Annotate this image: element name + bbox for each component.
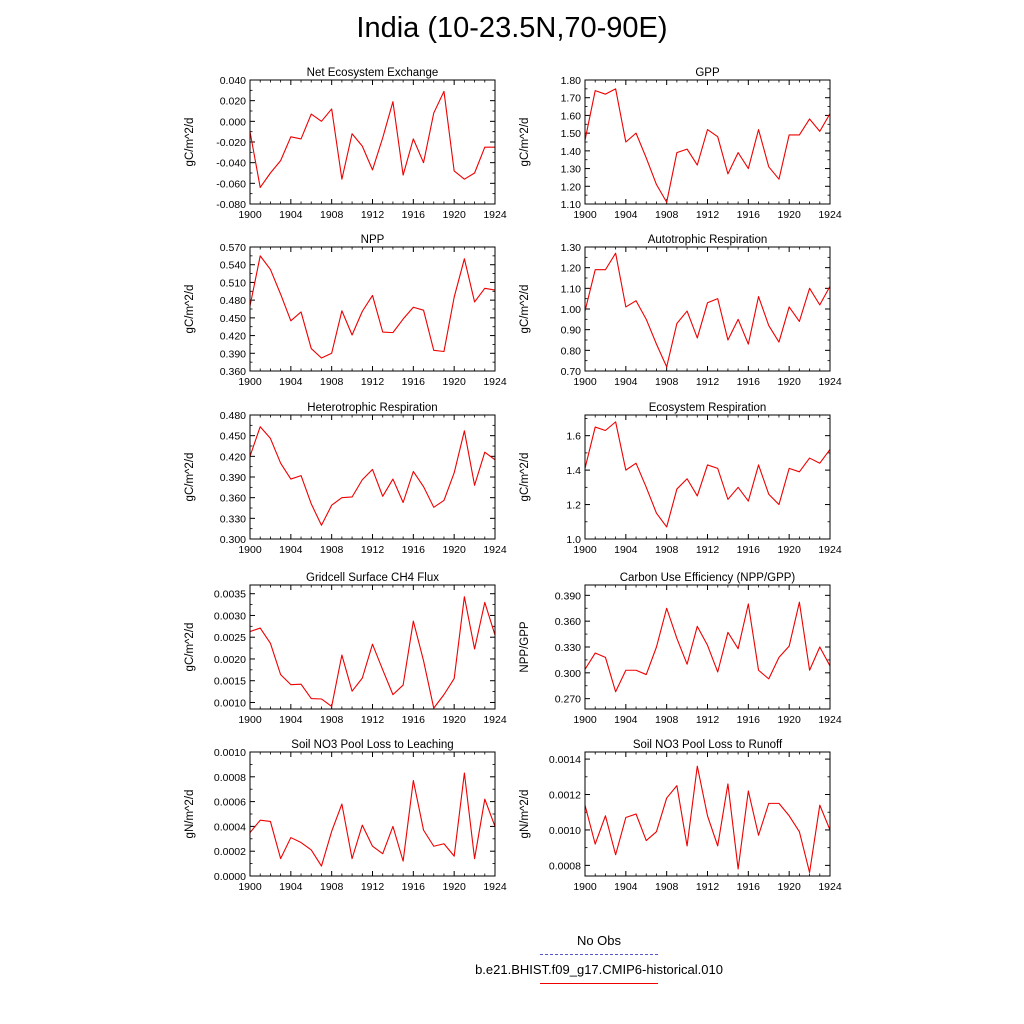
chart-4-ytick-label: 1.30 (560, 242, 581, 254)
chart-10-ylabel: gN/m^2/d (519, 789, 531, 839)
chart-2-ytick-label: 1.60 (560, 110, 581, 123)
chart-3-xtick-label: 1916 (401, 376, 426, 388)
chart-2-xtick-label: 1900 (573, 209, 597, 221)
chart-4-title: Autotrophic Respiration (647, 234, 768, 246)
chart-2-ytick-label: 1.20 (560, 181, 581, 194)
chart-8-xtick-label: 1900 (573, 714, 597, 726)
chart-1-xtick-label: 1912 (360, 209, 385, 221)
chart-10-xtick-label: 1904 (614, 881, 638, 893)
chart-4-autotrophic-respiration (519, 234, 842, 388)
chart-10-ytick-label: 0.0012 (548, 789, 581, 802)
chart-3-xtick-label: 1912 (360, 376, 385, 388)
chart-4-xtick-label: 1908 (654, 376, 679, 388)
chart-4-ytick-label: 0.70 (560, 366, 581, 378)
chart-5-ytick-label: 0.330 (219, 513, 246, 526)
chart-2-title: GPP (695, 67, 720, 79)
chart-5-ytick-label: 0.390 (219, 472, 246, 484)
chart-1-xtick-label: 1904 (279, 209, 303, 221)
chart-1-xtick-label: 1900 (238, 209, 262, 221)
chart-1-title: Net Ecosystem Exchange (306, 67, 439, 79)
chart-7-xtick-label: 1920 (442, 714, 466, 726)
chart-7-xtick-label: 1904 (279, 714, 303, 726)
chart-10-xtick-label: 1924 (818, 881, 842, 893)
chart-3-xtick-label: 1920 (442, 376, 466, 388)
chart-4-xtick-label: 1904 (614, 376, 638, 388)
chart-8-title: Carbon Use Efficiency (NPP/GPP) (619, 572, 796, 584)
legend-label-no-obs: No Obs (576, 933, 622, 948)
chart-4-series-line (585, 253, 830, 367)
chart-9-ylabel: gN/m^2/d (184, 789, 196, 839)
chart-6-xtick-label: 1916 (736, 544, 761, 556)
chart-3-xtick-label: 1908 (319, 376, 344, 388)
chart-4-ytick-label: 0.80 (560, 345, 581, 358)
chart-1-series-line (250, 91, 495, 187)
chart-7-xtick-label: 1924 (483, 714, 507, 726)
chart-6-ytick-label: 1.4 (566, 465, 581, 478)
chart-5-ytick-label: 0.300 (219, 534, 246, 546)
chart-5-ytick-label: 0.420 (219, 451, 246, 464)
chart-9-xtick-label: 1916 (401, 881, 426, 893)
chart-1-net-ecosystem-exchange (184, 67, 507, 221)
chart-5-xtick-label: 1904 (279, 544, 303, 556)
chart-3-ytick-label: 0.570 (219, 242, 246, 254)
chart-2-xtick-label: 1912 (695, 209, 720, 221)
chart-8-ytick-label: 0.330 (554, 642, 581, 654)
chart-7-title: Gridcell Surface CH4 Flux (306, 572, 439, 584)
chart-1-frame (250, 80, 495, 204)
chart-9-series-line (250, 773, 495, 866)
chart-9-xtick-label: 1904 (279, 881, 303, 893)
chart-1-ytick-label: -0.040 (216, 157, 246, 170)
chart-2-ytick-label: 1.70 (560, 92, 581, 105)
chart-10-xtick-label: 1908 (654, 881, 679, 893)
chart-6-xtick-label: 1924 (818, 544, 842, 556)
chart-2-xtick-label: 1920 (777, 209, 801, 221)
chart-10-soil-no3-pool-loss-to-runoff (519, 739, 842, 893)
chart-5-ytick-label: 0.360 (219, 492, 246, 505)
chart-5-xtick-label: 1912 (360, 544, 385, 556)
chart-1-ytick-label: 0.000 (219, 116, 246, 129)
chart-5-frame (250, 415, 495, 539)
chart-6-ylabel: gC/m^2/d (519, 452, 531, 502)
chart-10-series-line (585, 766, 830, 872)
chart-8-ytick-label: 0.300 (554, 667, 581, 680)
chart-6-frame (585, 415, 830, 539)
chart-8-carbon-use-efficiency-npp-gpp (519, 572, 842, 726)
chart-7-ytick-label: 0.0020 (213, 653, 246, 666)
chart-8-xtick-label: 1916 (736, 714, 761, 726)
chart-7-ytick-label: 0.0015 (213, 675, 246, 688)
chart-5-xtick-label: 1924 (483, 544, 507, 556)
chart-1-xtick-label: 1916 (401, 209, 426, 221)
chart-7-series-line (250, 597, 495, 708)
chart-2-frame (585, 80, 830, 204)
chart-6-xtick-label: 1920 (777, 544, 801, 556)
chart-1-ytick-label: -0.020 (216, 137, 246, 149)
chart-7-ytick-label: 0.0030 (213, 610, 246, 623)
chart-10-ytick-label: 0.0010 (548, 824, 581, 837)
chart-4-ytick-label: 1.10 (560, 283, 581, 296)
chart-6-ecosystem-respiration (519, 402, 842, 556)
chart-4-xtick-label: 1900 (573, 376, 597, 388)
chart-8-ytick-label: 0.270 (554, 693, 581, 706)
chart-5-series-line (250, 427, 495, 526)
chart-1-xtick-label: 1908 (319, 209, 344, 221)
chart-4-ytick-label: 1.00 (560, 304, 581, 316)
chart-8-xtick-label: 1904 (614, 714, 638, 726)
page-title: India (10-23.5N,70-90E) (356, 12, 668, 44)
chart-4-xtick-label: 1924 (818, 376, 842, 388)
chart-8-frame (585, 585, 830, 709)
chart-10-xtick-label: 1900 (573, 881, 597, 893)
chart-2-ytick-label: 1.50 (560, 128, 581, 141)
chart-5-xtick-label: 1920 (442, 544, 466, 556)
chart-9-title: Soil NO3 Pool Loss to Leaching (291, 739, 454, 751)
legend-label-model-run: b.e21.BHIST.f09_g17.CMIP6-historical.010 (475, 962, 723, 977)
chart-6-ytick-label: 1.0 (566, 534, 581, 546)
chart-9-xtick-label: 1920 (442, 881, 466, 893)
chart-1-xtick-label: 1924 (483, 209, 507, 221)
chart-6-title: Ecosystem Respiration (648, 402, 767, 414)
chart-3-xtick-label: 1924 (483, 376, 507, 388)
chart-10-ytick-label: 0.0014 (548, 754, 581, 767)
chart-7-gridcell-surface-ch4-flux (184, 572, 507, 726)
chart-3-xtick-label: 1900 (238, 376, 262, 388)
chart-5-xtick-label: 1900 (238, 544, 262, 556)
chart-9-xtick-label: 1912 (360, 881, 385, 893)
chart-7-xtick-label: 1908 (319, 714, 344, 726)
chart-6-xtick-label: 1908 (654, 544, 679, 556)
chart-4-ytick-label: 1.20 (560, 262, 581, 275)
chart-3-series-line (250, 256, 495, 358)
chart-5-xtick-label: 1916 (401, 544, 426, 556)
chart-2-ytick-label: 1.30 (560, 163, 581, 176)
chart-2-ylabel: gC/m^2/d (519, 117, 531, 167)
chart-7-ytick-label: 0.0010 (213, 697, 246, 710)
chart-7-xtick-label: 1916 (401, 714, 426, 726)
chart-10-ytick-label: 0.0008 (548, 860, 581, 873)
chart-8-ytick-label: 0.390 (554, 590, 581, 603)
chart-2-ytick-label: 1.80 (560, 75, 581, 87)
chart-2-xtick-label: 1908 (654, 209, 679, 221)
chart-4-xtick-label: 1912 (695, 376, 720, 388)
chart-9-ytick-label: 0.0010 (213, 747, 246, 759)
chart-9-soil-no3-pool-loss-to-leaching (184, 739, 507, 893)
chart-5-title: Heterotrophic Respiration (307, 402, 438, 414)
chart-7-ytick-label: 0.0025 (213, 632, 246, 645)
chart-2-xtick-label: 1916 (736, 209, 761, 221)
chart-6-series-line (585, 422, 830, 527)
chart-9-frame (250, 752, 495, 876)
chart-9-ytick-label: 0.0004 (213, 821, 246, 834)
chart-4-ylabel: gC/m^2/d (519, 284, 531, 334)
chart-7-ytick-label: 0.0035 (213, 588, 246, 601)
chart-5-ylabel: gC/m^2/d (184, 452, 196, 502)
chart-7-xtick-label: 1912 (360, 714, 385, 726)
chart-6-ytick-label: 1.6 (566, 430, 581, 443)
chart-9-xtick-label: 1908 (319, 881, 344, 893)
chart-6-ytick-label: 1.2 (566, 499, 581, 512)
chart-5-heterotrophic-respiration (184, 402, 507, 556)
chart-7-ylabel: gC/m^2/d (184, 622, 196, 672)
chart-9-ytick-label: 0.0008 (213, 771, 246, 784)
chart-5-ytick-label: 0.450 (219, 430, 246, 443)
chart-9-xtick-label: 1924 (483, 881, 507, 893)
chart-3-ytick-label: 0.390 (219, 348, 246, 361)
chart-8-xtick-label: 1924 (818, 714, 842, 726)
legend-line-model-run (540, 983, 658, 984)
chart-10-title: Soil NO3 Pool Loss to Runoff (632, 739, 783, 751)
chart-9-xtick-label: 1900 (238, 881, 262, 893)
chart-1-xtick-label: 1920 (442, 209, 466, 221)
chart-3-npp (184, 234, 507, 388)
chart-8-xtick-label: 1908 (654, 714, 679, 726)
chart-2-xtick-label: 1904 (614, 209, 638, 221)
chart-3-ytick-label: 0.540 (219, 259, 246, 272)
chart-10-xtick-label: 1920 (777, 881, 801, 893)
chart-6-xtick-label: 1900 (573, 544, 597, 556)
chart-8-ytick-label: 0.360 (554, 616, 581, 629)
chart-3-xtick-label: 1904 (279, 376, 303, 388)
chart-3-ytick-label: 0.510 (219, 277, 246, 290)
chart-3-title: NPP (360, 234, 385, 246)
legend-line-no-obs (540, 954, 658, 955)
chart-2-ytick-label: 1.10 (560, 199, 581, 211)
chart-5-ytick-label: 0.480 (219, 410, 246, 422)
chart-3-ytick-label: 0.480 (219, 295, 246, 308)
chart-9-ytick-label: 0.0006 (213, 796, 246, 809)
chart-4-xtick-label: 1920 (777, 376, 801, 388)
chart-3-ytick-label: 0.360 (219, 366, 246, 378)
chart-3-ylabel: gC/m^2/d (184, 284, 196, 334)
chart-1-ylabel: gC/m^2/d (184, 117, 196, 167)
chart-5-xtick-label: 1908 (319, 544, 344, 556)
chart-8-xtick-label: 1912 (695, 714, 720, 726)
chart-10-xtick-label: 1912 (695, 881, 720, 893)
chart-8-ylabel: NPP/GPP (519, 621, 531, 673)
chart-4-xtick-label: 1916 (736, 376, 761, 388)
chart-2-xtick-label: 1924 (818, 209, 842, 221)
chart-4-ytick-label: 0.90 (560, 324, 581, 337)
chart-10-xtick-label: 1916 (736, 881, 761, 893)
chart-2-ytick-label: 1.40 (560, 145, 581, 158)
chart-6-xtick-label: 1904 (614, 544, 638, 556)
chart-8-xtick-label: 1920 (777, 714, 801, 726)
chart-1-ytick-label: -0.080 (216, 199, 246, 211)
chart-2-gpp (519, 67, 842, 221)
chart-1-ytick-label: -0.060 (216, 178, 246, 191)
chart-7-xtick-label: 1900 (238, 714, 262, 726)
chart-2-series-line (585, 89, 830, 202)
chart-8-series-line (585, 602, 830, 692)
chart-9-ytick-label: 0.0000 (213, 871, 246, 883)
chart-1-ytick-label: 0.020 (219, 95, 246, 108)
chart-3-ytick-label: 0.420 (219, 330, 246, 343)
chart-6-xtick-label: 1912 (695, 544, 720, 556)
chart-1-ytick-label: 0.040 (219, 75, 246, 87)
chart-4-frame (585, 247, 830, 371)
chart-3-ytick-label: 0.450 (219, 312, 246, 325)
chart-9-ytick-label: 0.0002 (213, 846, 246, 859)
